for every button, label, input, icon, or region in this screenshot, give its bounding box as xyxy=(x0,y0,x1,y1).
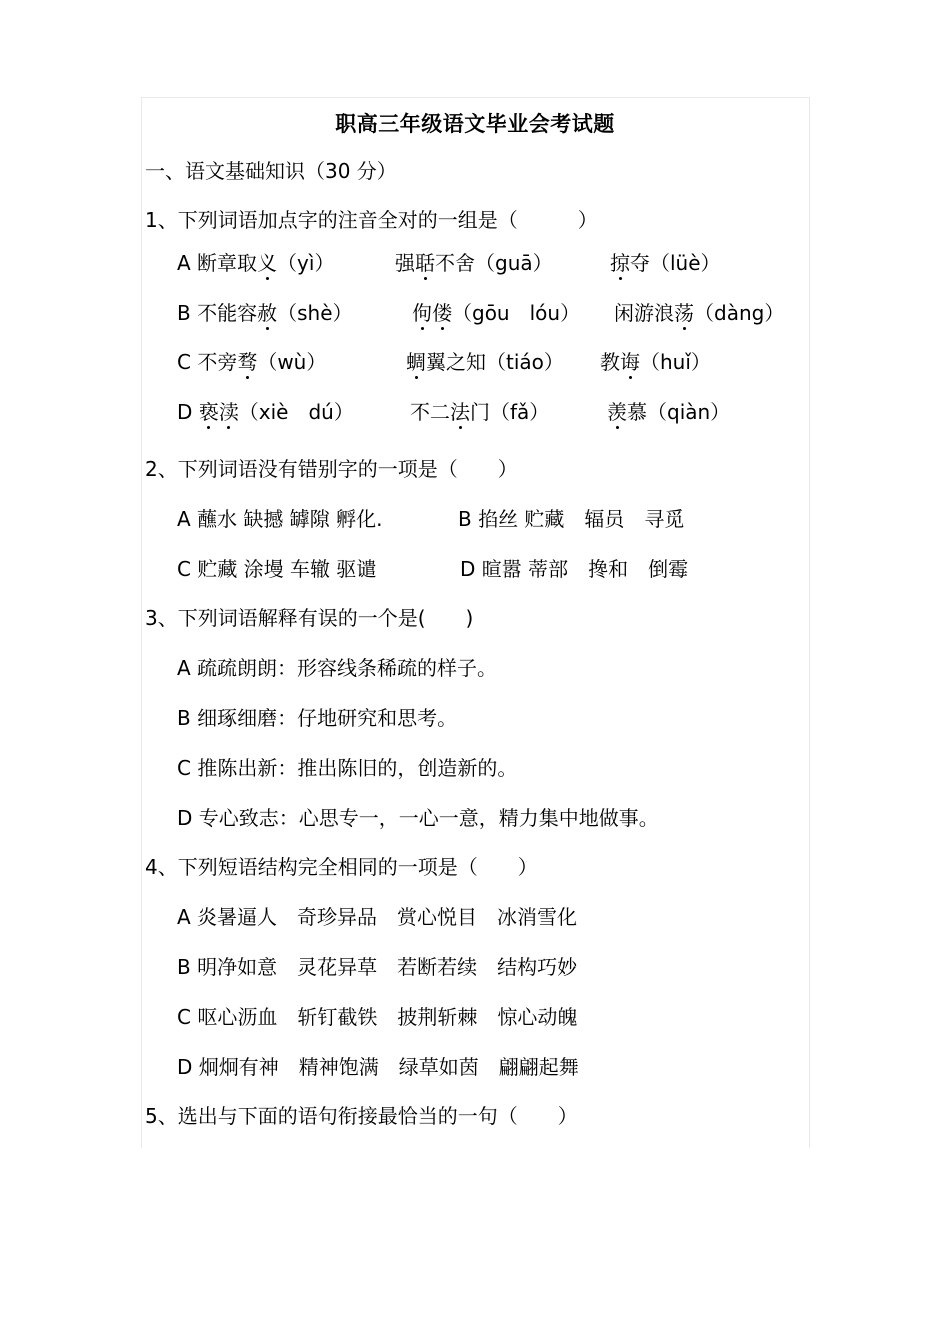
q3-option-a: A 疏疏朗朗：形容线条稀疏的样子。 xyxy=(177,656,498,680)
section-heading: 一、语文基础知识（30 分） xyxy=(145,159,397,183)
q4-option-d: D 炯炯有神 精神饱满 绿草如茵 翩翩起舞 xyxy=(177,1055,579,1079)
question-1-stem: 1、下列词语加点字的注音全对的一组是（ ） xyxy=(145,208,598,232)
q2-option-a: A 蘸水 缺撼 罅隙 孵化. xyxy=(177,507,383,531)
q2-option-d: D 暄嚣 蒂部 搀和 倒霉 xyxy=(460,557,689,581)
q1-option-a-term-2: 强聒不舍（guā） xyxy=(395,251,553,275)
q3-option-b: B 细琢细磨：仔地研究和思考。 xyxy=(177,706,458,730)
q1-option-c-term-3: 教诲（huǐ） xyxy=(600,350,711,374)
q4-option-b: B 明净如意 灵花异草 若断若续 结构巧妙 xyxy=(177,955,578,979)
q3-option-c: C 推陈出新：推出陈旧的，创造新的。 xyxy=(177,756,518,780)
q4-option-a: A 炎暑逼人 奇珍异品 赏心悦目 冰消雪化 xyxy=(177,905,578,929)
q1-option-a-term-3: 掠夺（lüè） xyxy=(610,251,721,275)
q1-option-c-term-1: C 不旁骛（wù） xyxy=(177,350,327,374)
q1-option-a-term-1: A 断章取义（yì） xyxy=(177,251,335,275)
question-4-stem: 4、下列短语结构完全相同的一项是（ ） xyxy=(145,855,538,879)
q1-option-c-term-2: 蜩翼之知（tiáo） xyxy=(406,350,564,374)
q2-option-b: B 掐丝 贮藏 辐员 寻觅 xyxy=(458,507,685,531)
question-3-stem: 3、下列词语解释有误的一个是( ) xyxy=(145,606,474,630)
q1-option-b-term-1: B 不能容赦（shè） xyxy=(177,301,353,325)
q1-option-b-term-3: 闲游浪荡（dàng） xyxy=(614,301,785,325)
q1-option-b-term-2: 佝偻（gōu lóu） xyxy=(412,301,581,325)
document-title: 职高三年级语文毕业会考试题 xyxy=(335,112,615,136)
q1-option-d-term-3: 羡慕（qiàn） xyxy=(607,400,731,424)
q4-option-c: C 呕心沥血 斩钉截铁 披荆斩棘 惊心动魄 xyxy=(177,1005,578,1029)
question-5-stem: 5、选出与下面的语句衔接最恰当的一句（ ） xyxy=(145,1104,578,1128)
q3-option-d: D 专心致志：心思专一，一心一意，精力集中地做事。 xyxy=(177,806,659,830)
q1-option-d-term-2: 不二法门（fǎ） xyxy=(410,400,550,424)
q1-option-d-term-1: D 亵渎（xiè dú） xyxy=(177,400,354,424)
question-2-stem: 2、下列词语没有错别字的一项是（ ） xyxy=(145,457,518,481)
q2-option-c: C 贮藏 涂墁 车辙 驱谴 xyxy=(177,557,377,581)
